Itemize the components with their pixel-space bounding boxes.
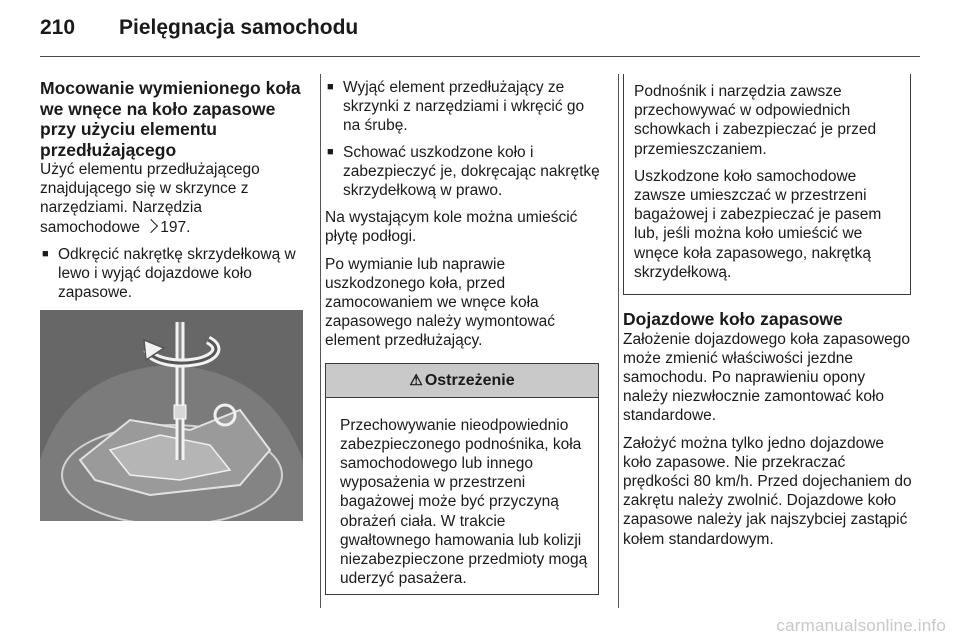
column-divider-1 [320,74,321,608]
warning-header [326,364,598,398]
warning-box [325,363,599,596]
page-header [40,8,358,48]
reference-arrow-icon [144,219,158,233]
watermark: carmanualsonline.info [776,616,946,635]
spare-wheel-illustration [40,310,303,521]
intro-paragraph [40,160,305,237]
section-heading: Dojazdowe koło zapasowe [623,309,843,330]
spare-wheel-section [623,309,913,549]
column-3 [623,78,913,557]
page-number: 210 [40,16,76,39]
instruction-list [40,245,305,303]
spare-wheel-drawing [40,310,303,521]
column-1 [40,78,305,521]
column-divider-2 [618,74,619,608]
instruction-list-continued [325,78,603,200]
paragraph: Na wystającym kole można umieścić płytę podłogi. [325,209,578,246]
warning-body: Przechowywanie nieodpowiednio zabezpieczonego podnośnika, koła samochodowego lub innego wyposażenia w przestrzeni bagażowej może być przyczyną obrażeń ciała. W trakcie gwałtownego hamowania lub kolizji niezabezpieczone przedmioty mogą uderzyć pasażera. [340,416,588,588]
column-2 [325,78,603,595]
chapter-title: Pielęgnacja samochodu [119,16,359,39]
section-heading: Mocowanie wymienionego koła we wnęce na koło zapasowe przy użyciu elementu przedłużającego [40,78,301,160]
page-reference-link[interactable]: 197. [160,218,191,236]
warning-note: Podnośnik i narzędzia zawsze przechowywać w odpowiednich schowkach i zabezpieczać je przed przemieszczaniem. [634,83,877,158]
paragraph: Po wymianie lub naprawie uszkodzonego koła, przed zamocowaniem we wnęce koła zapasowego należy wymontować element przedłużający. [325,255,556,350]
warning-note: Uszkodzone koło samochodowe zawsze umieszczać w przestrzeni bagażowej i zabezpieczać je pasem lub, jeśli można koło umieścić we wnęce koła zapasowego, nakrętką skrzydełkową. [634,167,882,281]
instruction-bullet: ■ Schować uszkodzone koło i zabezpieczyć je, dokręcając nakrętkę skrzydełkową w prawo. [325,143,603,201]
header-divider [40,56,920,57]
instruction-bullet: ■ Odkręcić nakrętkę skrzydełkową w lewo i wyjąć dojazdowe koło zapasowe. [40,245,305,303]
warning-title: Ostrzeżenie [424,371,515,389]
instruction-bullet: ■ Wyjąć element przedłużający ze skrzynki z narzędziami i wkręcić go na śrubę. [325,78,603,136]
paragraph: Założenie dojazdowego koła zapasowego może zmienić właściwości jezdne samochodu. Po naprawieniu opony należy niezwłocznie zamontować koło standardowe. [623,330,910,425]
warning-box-continued [623,74,911,295]
paragraph: Założyć można tylko jedno dojazdowe koło zapasowe. Nie przekraczać prędkości 80 km/h. Przed dojechaniem do zakrętu należy zwolnić. Dojazdowe koło zapasowe należy jak najszybciej zastąpić kołem standardowym. [623,434,912,548]
warning-triangle-icon: ⚠ [409,371,423,389]
intro-text: Użyć elementu przedłużającego znajdującego się w skrzynce z narzędziami. Narzędzia samochodowe [40,161,260,236]
